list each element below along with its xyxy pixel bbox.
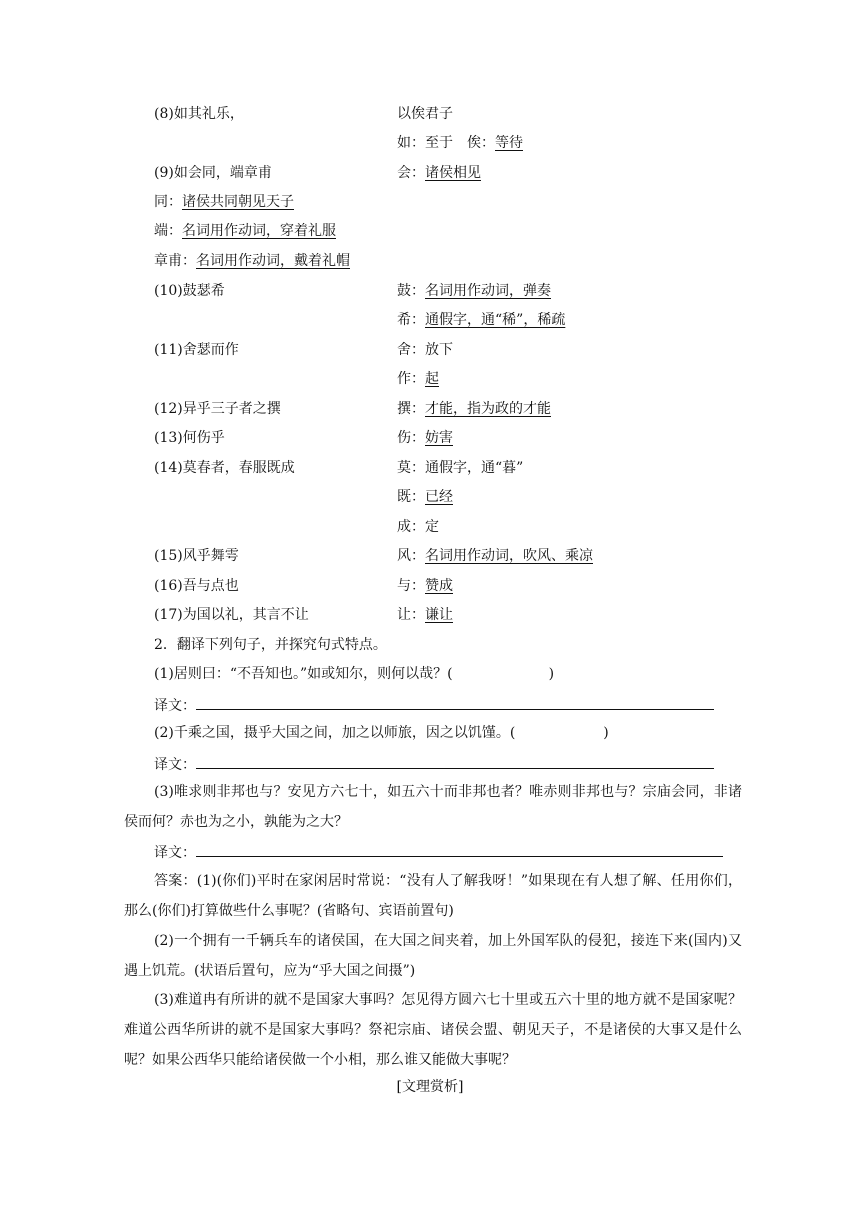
vocab-item-11: (11)舍瑟而作	[154, 342, 239, 358]
vocab-item-14-gloss-cheng	[397, 516, 439, 538]
gloss-label: 鼓：	[397, 283, 425, 299]
translation-3	[154, 840, 723, 862]
vocab-item-8-gloss	[397, 132, 523, 154]
gloss-answer: 赞成	[425, 578, 453, 594]
translation-1	[154, 693, 714, 715]
vocab-item-9-gloss-duan	[154, 220, 336, 242]
answer-3: (3)难道冉有所讲的就不是国家大事吗？怎见得方圆六七十里或五六十里的地方就不是国家呢？难道公西华所讲的就不是国家大事吗？祭祀宗庙、诸侯会盟、朝见天子，不是诸侯的大事又是什么呢？如果公西华只能给诸侯做一个小相，那么谁又能做大事呢？	[124, 992, 742, 1068]
vocab-item-13: (13)何伤乎	[154, 430, 225, 446]
vocab-item-10-gloss	[397, 280, 551, 302]
gloss-label: 伤：	[397, 430, 425, 446]
gloss-label: 舍：	[397, 342, 425, 358]
gloss-answer: 妨害	[425, 430, 453, 446]
gloss-label: 同：	[154, 194, 182, 210]
vocab-item-11-gloss-zuo	[397, 368, 439, 390]
vocab-item-9-gloss-zhangfu	[154, 250, 350, 272]
vocab-item-15-gloss	[397, 545, 593, 567]
gloss-label: 撰：	[397, 401, 425, 417]
gloss-answer: 放下	[425, 342, 453, 358]
gloss-label: 莫：	[397, 460, 425, 476]
question-1	[154, 663, 554, 685]
translation-label: 译文：	[154, 757, 196, 773]
vocab-item-10: (10)鼓瑟希	[154, 283, 225, 299]
gloss-answer: 才能，指为政的才能	[425, 401, 551, 417]
gloss-answer: 通假字，通“稀”，稀疏	[425, 312, 566, 328]
gloss-label: 会：	[397, 165, 425, 181]
vocab-item-12: (12)异乎三子者之撰	[154, 401, 281, 417]
vocab-item-14-gloss-ji	[397, 486, 453, 508]
vocab-item-14-gloss	[397, 457, 523, 479]
question-text: (1)居则曰：“不吾知也。”如或知尔，则何以哉？(	[154, 666, 453, 682]
gloss-answer: 名词用作动词，吹风、乘凉	[425, 548, 593, 564]
gloss-answer: 名词用作动词，戴着礼帽	[196, 253, 350, 269]
vocab-item-12-gloss	[397, 398, 551, 420]
gloss-answer: 诸侯共同朝见天子	[182, 194, 294, 210]
vocab-item-10-gloss-xi	[397, 309, 565, 331]
gloss-label: 端：	[154, 223, 182, 239]
section-heading-wenli: [文理赏析]	[396, 1079, 464, 1095]
gloss-answer: 已经	[425, 489, 453, 505]
answer-1: 答案：(1)(你们)平时在家闲居时常说：“没有人了解我呀！”如果现在有人想了解、任用你们，那么(你们)打算做些什么事呢？(省略句、宾语前置句)	[124, 873, 742, 919]
gloss-answer: 谦让	[425, 607, 453, 623]
vocab-item-14: (14)莫春者，春服既成	[154, 460, 295, 476]
gloss-label: 章甫：	[154, 253, 196, 269]
gloss-label: 如：至于 俟：	[397, 135, 495, 151]
translation-blank[interactable]	[196, 752, 714, 769]
gloss-label: 风：	[397, 548, 425, 564]
vocab-item-9-gloss-tong	[154, 191, 294, 213]
gloss-label: 作：	[397, 371, 425, 387]
gloss-label: 成：	[397, 519, 425, 535]
question-2	[154, 722, 609, 744]
section-2-title: 2．翻译下列句子，并探究句式特点。	[154, 637, 387, 653]
vocab-item-8: (8)如其礼乐，	[154, 106, 244, 122]
gloss-label: 让：	[397, 607, 425, 623]
translation-blank[interactable]	[196, 693, 714, 710]
question-text: (2)千乘之国，摄乎大国之间，加之以师旅，因之以饥馑。(	[154, 725, 516, 741]
vocab-item-13-gloss	[397, 427, 453, 449]
vocab-item-15: (15)风乎舞雩	[154, 548, 239, 564]
vocab-item-9-gloss	[397, 162, 481, 184]
gloss-answer: 名词用作动词，弹奏	[425, 283, 551, 299]
translation-label: 译文：	[154, 698, 196, 714]
question-blank-close: )	[548, 666, 555, 682]
answer-2: (2)一个拥有一千辆兵车的诸侯国，在大国之间夹着，加上外国军队的侵犯，接连下来(国内)又遇上饥荒。(状语后置句，应为“乎大国之间摄”)	[124, 933, 742, 979]
vocab-item-16-gloss	[397, 575, 453, 597]
vocab-item-9: (9)如会同，端章甫	[154, 165, 272, 181]
gloss-label: 既：	[397, 489, 425, 505]
vocab-item-8-note: 以俟君子	[397, 106, 453, 122]
gloss-answer: 定	[425, 519, 439, 535]
gloss-answer: 起	[425, 371, 439, 387]
gloss-answer: 名词用作动词，穿着礼服	[182, 223, 336, 239]
vocab-item-16: (16)吾与点也	[154, 578, 239, 594]
gloss-answer: 诸侯相见	[425, 165, 481, 181]
vocab-item-11-gloss	[397, 339, 453, 361]
gloss-label: 希：	[397, 312, 425, 328]
question-blank-close: )	[603, 725, 609, 741]
vocab-item-17: (17)为国以礼，其言不让	[154, 607, 309, 623]
gloss-answer: 通假字，通“暮”	[425, 460, 524, 476]
gloss-label: 与：	[397, 578, 425, 594]
gloss-answer: 等待	[495, 135, 523, 151]
translation-label: 译文：	[154, 845, 196, 861]
translation-blank[interactable]	[196, 840, 723, 857]
question-3: (3)唯求则非邦也与？安见方六七十，如五六十而非邦也者？唯赤则非邦也与？宗庙会同，非诸侯而何？赤也为之小，孰能为之大？	[124, 784, 742, 830]
vocab-item-17-gloss	[397, 604, 453, 626]
translation-2	[154, 752, 714, 774]
